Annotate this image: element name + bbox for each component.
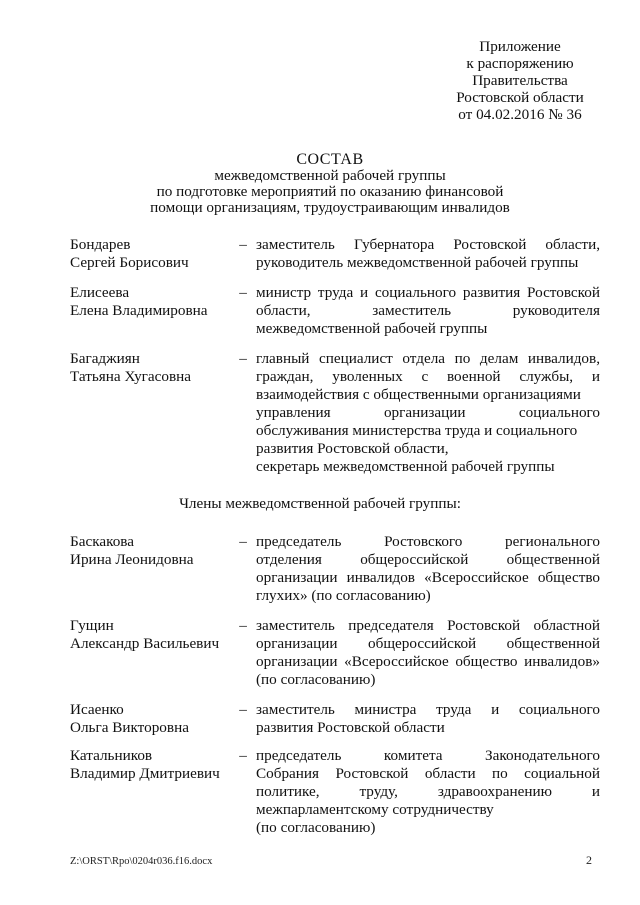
role-line: заместитель министра труда и социального (256, 701, 600, 718)
member-surname: Баскакова (70, 533, 135, 550)
role-line: области, заместитель руководителя (256, 302, 600, 319)
member-name (70, 350, 240, 386)
role-line: секретарь межведомственной рабочей группы (256, 458, 555, 475)
role-line: министр труда и социального развития Ростовской (256, 284, 600, 301)
dash-separator: – (239, 701, 247, 718)
role-line: глухих» (по согласованию) (256, 587, 431, 604)
role-line: председатель комитета Законодательного (256, 747, 600, 764)
member-name (70, 236, 240, 272)
dash-separator: – (239, 350, 247, 367)
members-section-heading: Члены межведомственной рабочей группы: (179, 495, 461, 512)
member-name (70, 617, 240, 653)
role-line: (по согласованию) (256, 671, 376, 688)
appendix-line-5: от 04.02.2016 № 36 (458, 106, 582, 123)
member-given-name: Татьяна Хугасовна (70, 368, 192, 385)
member-given-name: Владимир Дмитриевич (70, 765, 220, 782)
role-line: межпарламентскому сотрудничеству (256, 801, 494, 818)
role-line: организации инвалидов «Всероссийское общество (256, 569, 600, 586)
title-line-3: помощи организациям, трудоустраивающим инвалидов (150, 199, 510, 216)
role-line: руководитель межведомственной рабочей группы (256, 254, 579, 271)
role-line: (по согласованию) (256, 819, 376, 836)
member-given-name: Сергей Борисович (70, 254, 189, 271)
role-line: взаимодействия с общественными организациями (256, 386, 581, 403)
title-line-1: межведомственной рабочей группы (214, 167, 446, 184)
role-line: управления организации социального (256, 404, 600, 421)
role-line: граждан, уволенных с военной службы, и (256, 368, 600, 385)
dash-separator: – (239, 533, 247, 550)
role-line: заместитель председателя Ростовской областной (256, 617, 600, 634)
role-line: политике, труду, здравоохранению и (256, 783, 600, 800)
member-role (256, 617, 600, 689)
role-line: главный специалист отдела по делам инвалидов, (256, 350, 600, 367)
member-surname: Бондарев (70, 236, 131, 253)
footer-file-path: Z:\ORST\Rpo\0204r036.f16.docx (70, 856, 213, 867)
member-surname: Гущин (70, 617, 114, 634)
appendix-line-3: Правительства (472, 72, 568, 89)
title-heading: СОСТАВ (296, 151, 364, 168)
member-surname: Катальников (70, 747, 153, 764)
document-title (90, 152, 570, 216)
member-role (256, 236, 600, 272)
role-line: развития Ростовской области (256, 719, 445, 736)
dash-separator: – (239, 747, 247, 764)
dash-separator: – (239, 284, 247, 301)
appendix-line-1: Приложение (479, 38, 561, 55)
appendix-line-2: к распоряжению (466, 55, 574, 72)
member-name (70, 284, 240, 320)
role-line: обслуживания министерства труда и социального (256, 422, 578, 439)
role-line: отделения общероссийской общественной (256, 551, 600, 568)
appendix-line-4: Ростовской области (456, 89, 584, 106)
role-line: заместитель Губернатора Ростовской области, (256, 236, 600, 253)
appendix-header (420, 38, 620, 123)
member-surname: Багаджиян (70, 350, 140, 367)
dash-separator: – (239, 236, 247, 253)
member-given-name: Ирина Леонидовна (70, 551, 194, 568)
role-line: организации «Всероссийское общество инвалидов» (256, 653, 600, 670)
member-role (256, 533, 600, 605)
member-role (256, 747, 600, 837)
role-line: межведомственной рабочей группы (256, 320, 488, 337)
member-role (256, 350, 600, 476)
title-line-2: по подготовке мероприятий по оказанию финансовой (156, 183, 504, 200)
member-given-name: Ольга Викторовна (70, 719, 189, 736)
member-name (70, 747, 240, 783)
dash-separator: – (239, 617, 247, 634)
page-number: 2 (586, 853, 592, 867)
member-given-name: Елена Владимировна (70, 302, 208, 319)
member-given-name: Александр Васильевич (70, 635, 220, 652)
role-line: Собрания Ростовской области по социальной (256, 765, 600, 782)
role-line: председатель Ростовского регионального (256, 533, 600, 550)
member-role (256, 284, 600, 338)
member-surname: Исаенко (70, 701, 124, 718)
member-name (70, 701, 240, 737)
role-line: организации общероссийской общественной (256, 635, 600, 652)
role-line: развития Ростовской области, (256, 440, 449, 457)
member-name (70, 533, 240, 569)
member-surname: Елисеева (70, 284, 130, 301)
member-role (256, 701, 600, 737)
